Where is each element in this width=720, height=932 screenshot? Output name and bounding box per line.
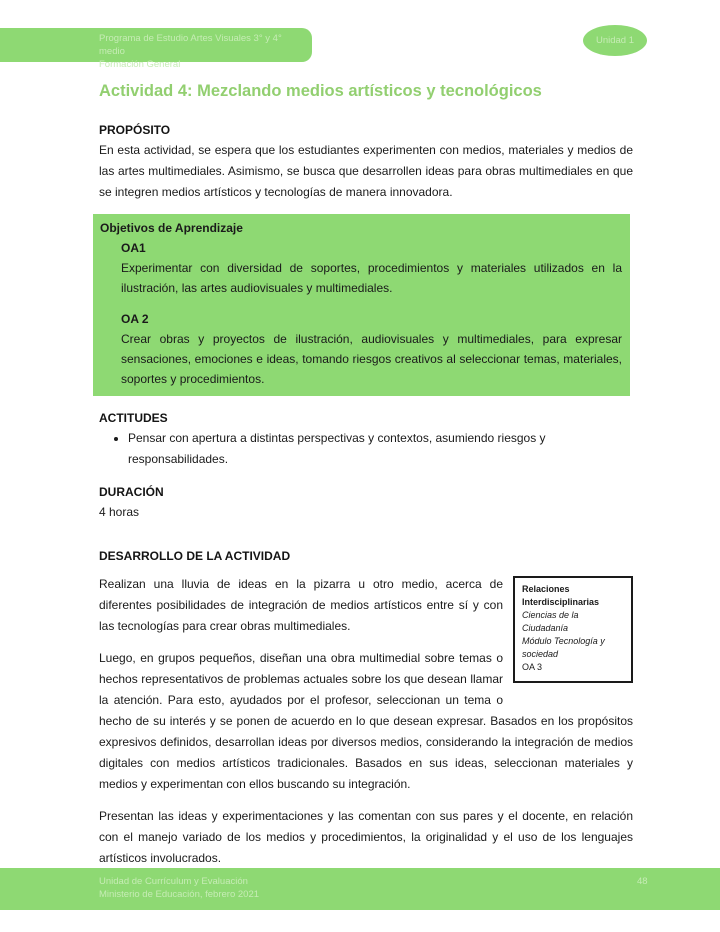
actitudes-item: • Pensar con apertura a distintas perspectivas y contextos, asumiendo riesgos y responsabilidades. — [128, 428, 633, 470]
header-band — [0, 28, 312, 70]
oa1-label: OA1 — [121, 241, 146, 255]
objectives-box-title: Objetivos de Aprendizaje — [100, 221, 243, 235]
actitudes-heading: ACTITUDES — [99, 411, 168, 425]
objective-item-oa1 — [121, 238, 622, 298]
section-proposito — [99, 123, 633, 203]
oa2-text: Crear obras y proyectos de ilustración, audiovisuales y multimediales, para expresar sensaciones, emociones e ideas, tomando riesgos creativos al seleccionar temas, materiales, soportes y procedimientos. — [121, 332, 622, 386]
activity-title: Actividad 4: Mezclando medios artísticos y tecnológicos — [99, 82, 542, 100]
interdisciplinary-module: Módulo Tecnología y sociedad — [522, 636, 605, 659]
section-duracion — [99, 485, 633, 523]
oa1-text: Experimentar con diversidad de soportes, procedimientos y materiales utilizados en la ilustración, las artes audiovisuales y multimediales. — [121, 261, 622, 295]
desarrollo-heading: DESARROLLO DE LA ACTIVIDAD — [99, 549, 291, 563]
page-content — [99, 82, 633, 869]
page-number: 48 — [637, 876, 648, 887]
interdisciplinary-oa: OA 3 — [522, 662, 543, 672]
section-actitudes — [99, 411, 633, 470]
section-desarrollo — [99, 549, 633, 869]
desarrollo-paragraph-1: Realizan una lluvia de ideas en la pizarra u otro medio, acerca de diferentes posibilidades de integración de medios artísticos entre sí y con las tecnologías para crear obras multimediales. — [99, 577, 503, 633]
footer-band — [0, 868, 720, 910]
desarrollo-paragraph-3: Presentan las ideas y experimentaciones y las comentan con sus pares y el docente, en relación con el manejo variado de los medios y procedimientos, la originalidad y el uso de los lenguajes artísticos involucrados. — [99, 809, 633, 865]
footer-line1: Unidad de Currículum y Evaluación — [99, 876, 248, 887]
actitudes-list — [99, 428, 633, 470]
duracion-value: 4 horas — [99, 505, 140, 519]
desarrollo-body — [99, 574, 633, 869]
footer-line2: Ministerio de Educación, febrero 2021 — [99, 889, 260, 900]
header-program-line2: Formación General — [99, 59, 181, 70]
unit-badge: Unidad 1 — [583, 25, 647, 56]
desarrollo-paragraph-2: Luego, en grupos pequeños, diseñan una obra multimedial sobre temas o hechos representativos de problemas actuales sobre los que desean llamar la atención. Para esto, ayudados por el profesor, seleccionan un tema o hecho de su interés y se ponen de acuerdo en lo que desean expresar. Basados en los propósitos expresivos definidos, desarrollan ideas por diversos medios, considerando la integración de medios digitales con medios artísticos tradicionales. Basados en sus ideas, seleccionan materiales y medios y experimentan con ellos buscando su integración. — [99, 651, 633, 791]
objectives-box — [93, 214, 630, 396]
interdisciplinary-title: Relaciones Interdisciplinarias — [522, 584, 600, 607]
oa2-label: OA 2 — [121, 312, 149, 326]
interdisciplinary-box — [513, 576, 633, 683]
duracion-heading: DURACIÓN — [99, 485, 164, 499]
proposito-body: En esta actividad, se espera que los estudiantes experimenten con medios, materiales y medios de las artes multimediales. Asimismo, se busca que desarrollen ideas para obras multimediales en que se integren medios artísticos y tecnologías de manera innovadora. — [99, 143, 633, 199]
objective-item-oa2 — [121, 309, 622, 389]
proposito-heading: PROPÓSITO — [99, 123, 171, 137]
interdisciplinary-course: Ciencias de la Ciudadanía — [522, 610, 579, 633]
header-program-line1: Programa de Estudio Artes Visuales 3° y 4° medio — [99, 33, 282, 57]
